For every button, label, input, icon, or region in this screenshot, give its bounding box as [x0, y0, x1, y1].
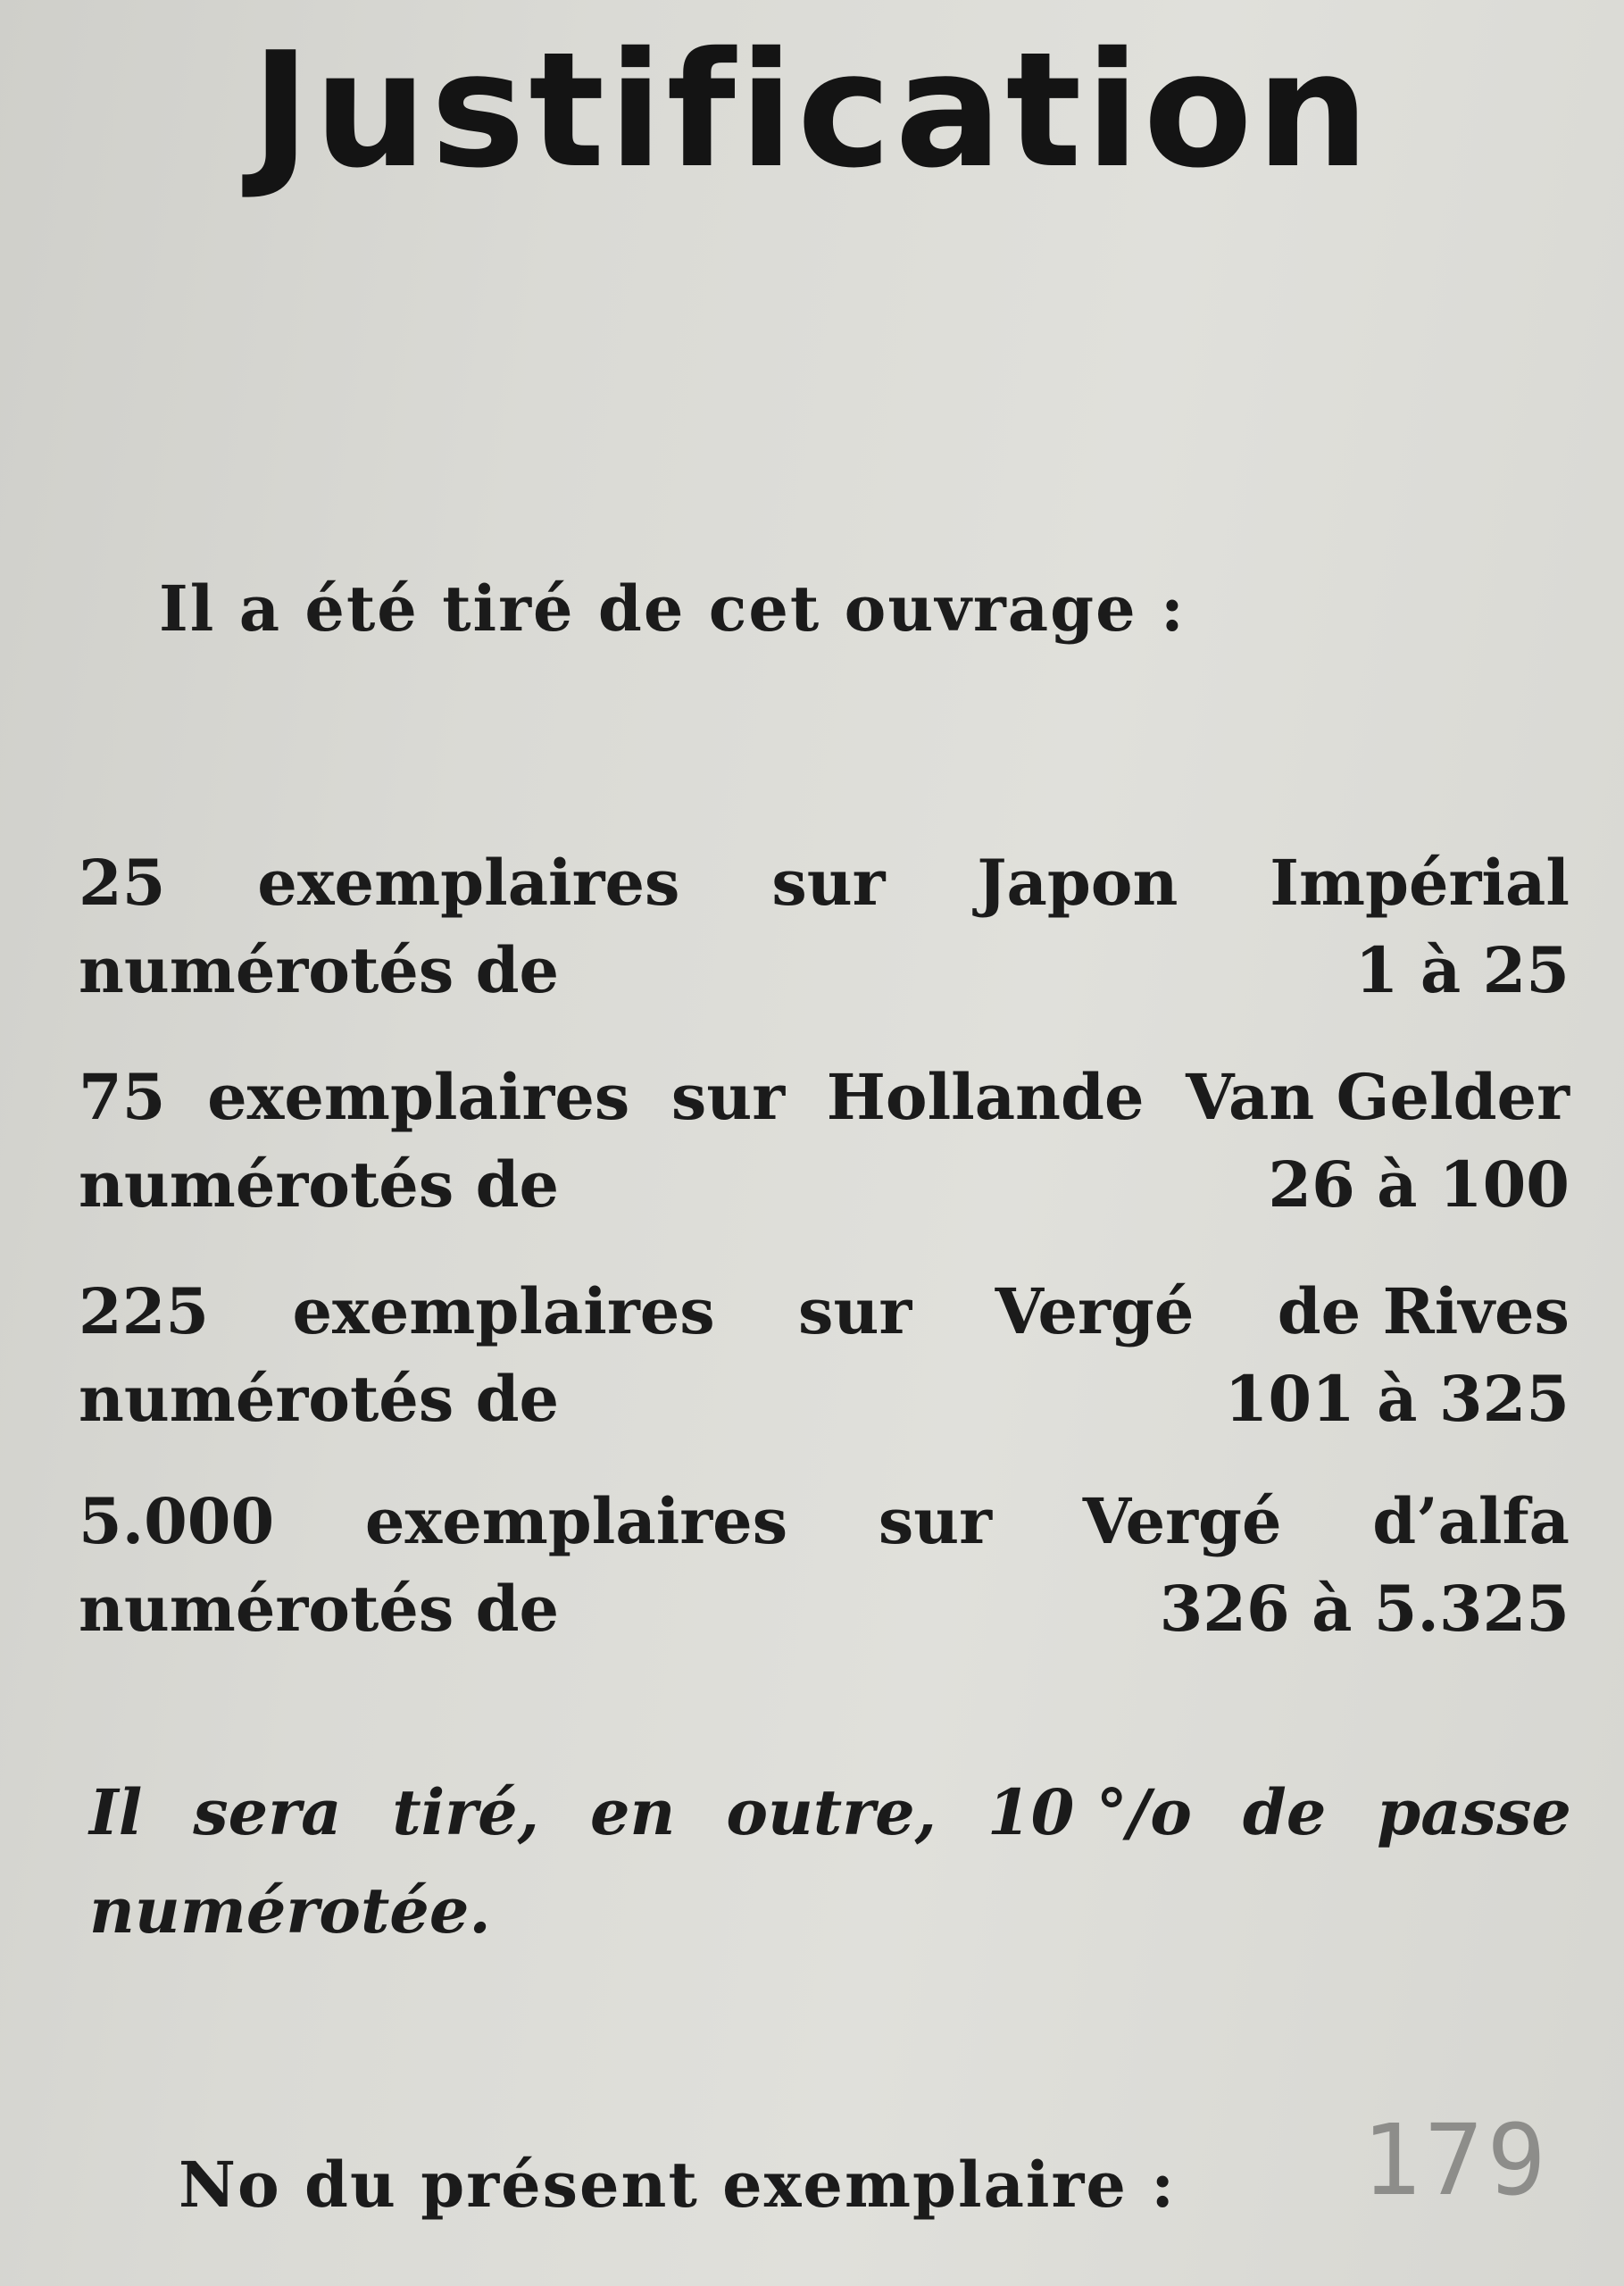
note-word: de: [1242, 1775, 1327, 1849]
paper-name: Vergé: [995, 1274, 1195, 1348]
number-range: 1 à 25: [1354, 933, 1570, 1007]
intro-text: Il a été tiré de cet ouvrage :: [159, 572, 1186, 646]
paper-name: Hollande: [826, 1060, 1145, 1134]
number-range: 101 à 325: [1224, 1362, 1570, 1436]
copy-number-label: No du présent exemplaire :: [179, 2148, 1177, 2222]
edition-word: exemplaires: [364, 1484, 788, 1558]
edition-count: 25: [79, 846, 166, 920]
paper-name: Impérial: [1270, 846, 1570, 920]
note-word: en: [589, 1775, 676, 1849]
edition-entry: [79, 1268, 1570, 1443]
edition-word: sur: [771, 846, 886, 920]
edition-entry: [79, 1054, 1570, 1229]
numbered-label: numérotés de: [79, 1362, 560, 1436]
note-word: outre,: [726, 1775, 937, 1849]
paper-name: Vergé: [1082, 1484, 1282, 1558]
numbered-label: numérotés de: [79, 1572, 560, 1646]
edition-entry: [79, 1478, 1570, 1653]
paper-name: Japon: [977, 846, 1178, 920]
edition-entry: [79, 839, 1570, 1014]
note-word: tiré,: [392, 1775, 540, 1849]
edition-word: sur: [878, 1484, 993, 1558]
numbered-label: numérotés de: [79, 1147, 560, 1222]
edition-count: 5.000: [79, 1484, 275, 1558]
copy-number-stamp: 179: [1362, 2103, 1550, 2217]
edition-word: sur: [670, 1060, 786, 1134]
note-line-2: numérotée.: [89, 1873, 491, 1948]
paper-name: Van Gelder: [1186, 1060, 1570, 1134]
paper-name: d’alfa: [1372, 1484, 1570, 1558]
note-word: Il: [89, 1775, 143, 1849]
edition-word: exemplaires: [292, 1274, 715, 1348]
edition-word: exemplaires: [207, 1060, 630, 1134]
page-title: Justification: [251, 18, 1373, 203]
paper-name: de Rives: [1277, 1274, 1570, 1348]
note-percent: 10 °/o: [987, 1775, 1192, 1849]
note-word: passe: [1377, 1775, 1571, 1849]
edition-word: exemplaires: [257, 846, 680, 920]
number-range: 326 à 5.325: [1159, 1572, 1570, 1646]
edition-count: 75: [79, 1060, 166, 1134]
numbered-label: numérotés de: [79, 933, 560, 1007]
number-range: 26 à 100: [1268, 1147, 1570, 1222]
edition-word: sur: [798, 1274, 912, 1348]
edition-count: 225: [79, 1274, 210, 1348]
note-word: sera: [193, 1775, 342, 1849]
print-note: [89, 1764, 1571, 1960]
